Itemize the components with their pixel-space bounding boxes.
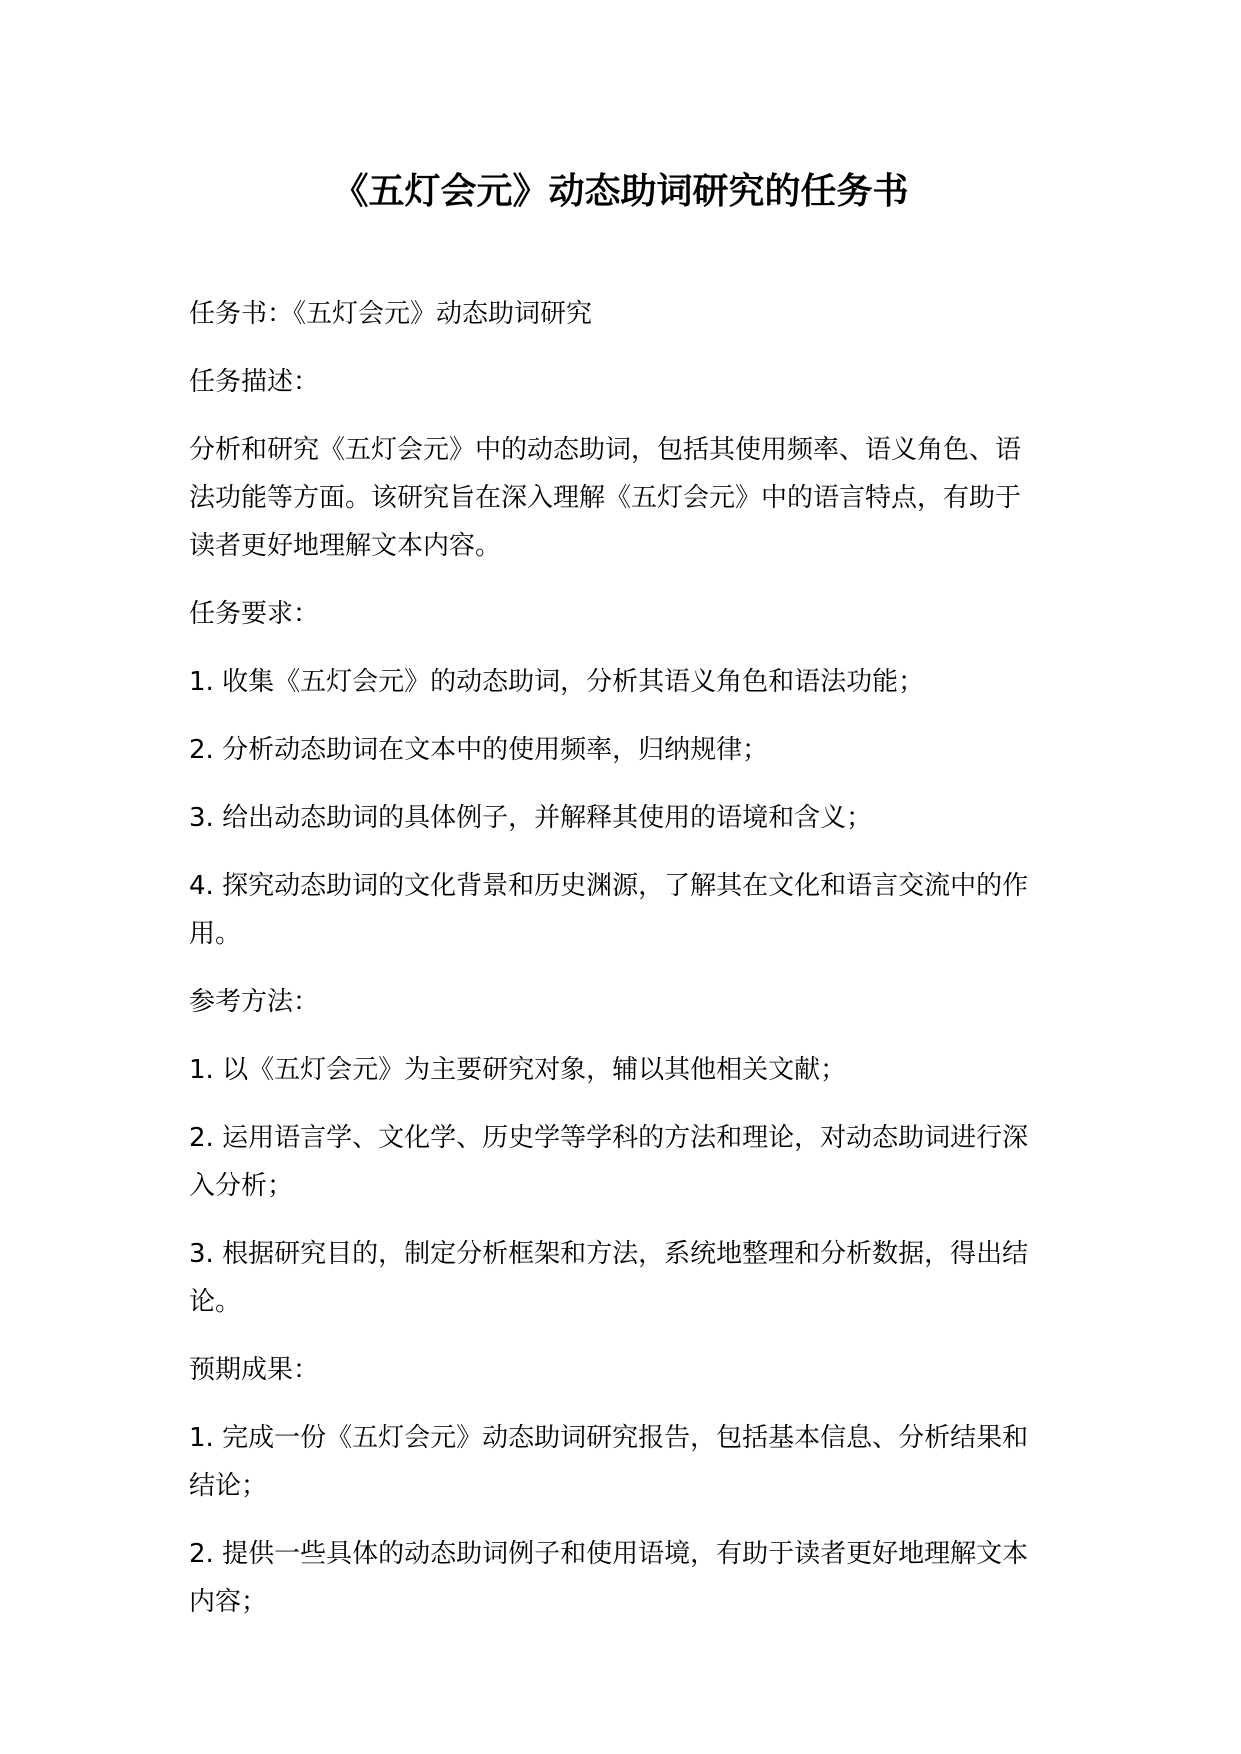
outcome-item-2: 2. 提供一些具体的动态助词例子和使用语境，有助于读者更好地理解文本内容；	[189, 1539, 1029, 1617]
document-title: 《五灯会元》动态助词研究的任务书	[332, 171, 909, 212]
method-item-3: 3. 根据研究目的，制定分析框架和方法，系统地整理和分析数据，得出结论。	[189, 1239, 1029, 1317]
section-heading-methods: 参考方法：	[189, 987, 320, 1017]
requirement-item-3: 3. 给出动态助词的具体例子，并解释其使用的语境和含义；	[189, 803, 873, 833]
document-body	[189, 290, 1039, 1646]
section-heading-outcomes: 预期成果：	[189, 1355, 320, 1385]
description-paragraph: 分析和研究《五灯会元》中的动态助词，包括其使用频率、语义角色、语法功能等方面。该研究旨在深入理解《五灯会元》中的语言特点，有助于读者更好地理解文本内容。	[189, 435, 1022, 561]
requirement-item-1: 1. 收集《五灯会元》的动态助词，分析其语义角色和语法功能；	[189, 667, 925, 697]
method-item-2: 2. 运用语言学、文化学、历史学等学科的方法和理论，对动态助词进行深入分析；	[189, 1123, 1029, 1201]
method-item-1: 1. 以《五灯会元》为主要研究对象，辅以其他相关文献；	[189, 1055, 847, 1085]
task-heading: 任务书：《五灯会元》动态助词研究	[189, 299, 593, 329]
requirement-item-4: 4. 探究动态助词的文化背景和历史渊源，了解其在文化和语言交流中的作用。	[189, 871, 1029, 949]
section-heading-description: 任务描述：	[189, 367, 320, 397]
requirement-item-2: 2. 分析动态助词在文本中的使用频率，归纳规律；	[189, 735, 769, 765]
outcome-item-1: 1. 完成一份《五灯会元》动态助词研究报告，包括基本信息、分析结果和结论；	[189, 1423, 1029, 1501]
section-heading-requirements: 任务要求：	[189, 599, 320, 629]
